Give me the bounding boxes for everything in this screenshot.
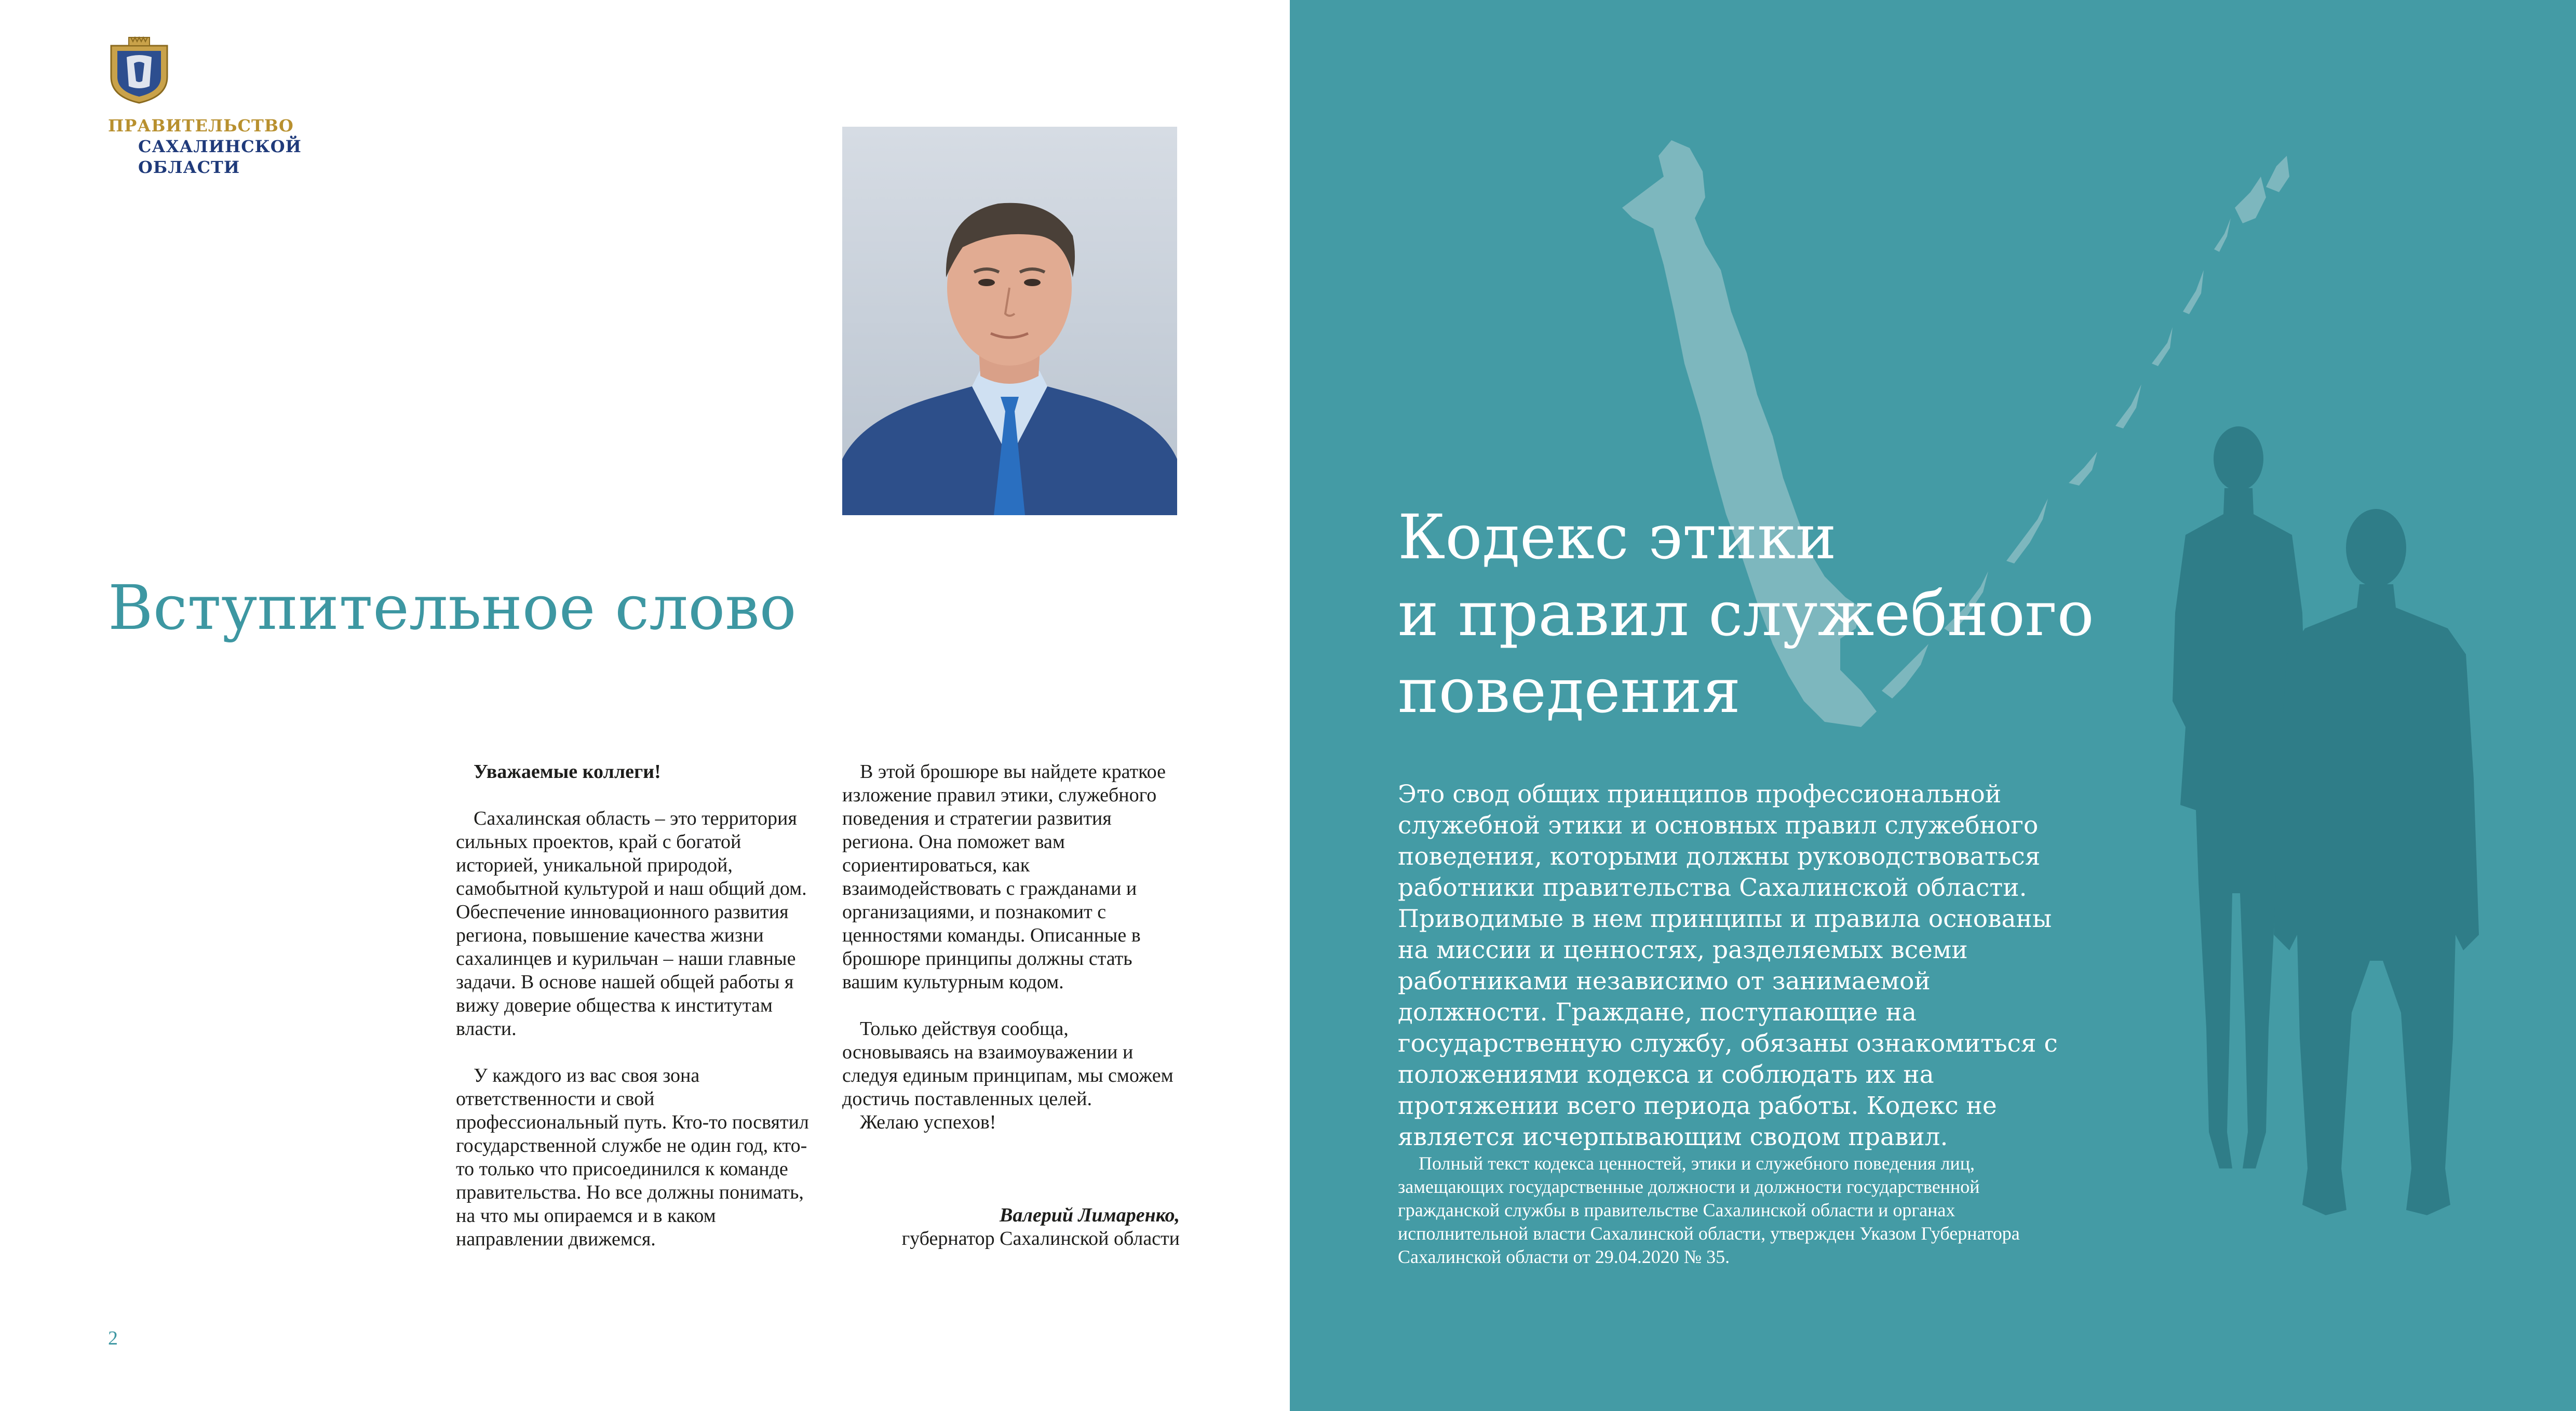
kuril-island-shape	[2183, 270, 2204, 314]
code-title-line: Кодекс этики	[1398, 501, 1837, 573]
signature	[842, 1204, 1180, 1251]
coat-of-arms-icon	[108, 36, 170, 105]
signature-name: Валерий Лимаренко,	[1000, 1204, 1180, 1226]
government-logo-text	[108, 115, 302, 178]
governor-portrait	[842, 127, 1177, 515]
kuril-island-shape	[2069, 452, 2097, 486]
code-footnote: Полный текст кодекса ценностей, этики и служебного поведения лиц, замещающих государственные должности и должности государственной гражданской службы в правительстве Сахалинской области и органах исполнительной власти Сахалинской области, утвержден Указом Губернатора Сахалинской области от 29.04.2020 № 35.	[1398, 1153, 2020, 1267]
code-title	[1398, 499, 2177, 729]
paragraph: В этой брошюре вы найдете краткое изложение правил этики, служебного поведения и стратегии развития региона. Она поможет вам сориентироваться, как взаимодействовать с гражданами и организациями, и познакомит с ценностями команды. Описанные в брошюре принципы должны стать вашим культурным кодом.	[842, 761, 1166, 993]
letter-column-2	[842, 760, 1180, 1158]
kuril-island-shape	[2214, 218, 2231, 252]
kuril-island-shape	[2152, 327, 2173, 366]
closing-line: Желаю успехов!	[860, 1111, 996, 1133]
intro-title: Вступительное слово	[108, 572, 797, 643]
greeting: Уважаемые коллеги!	[474, 761, 661, 783]
code-title-line: и правил служебного	[1398, 578, 2094, 650]
paragraph: Сахалинская область – это территория сильных проектов, край с богатой историей, уникальной природой, самобытной культурой и наш общий дом. Обеспечение инновационного развития региона, повышение качества жизни сахалинцев и курильчан – наши главные задачи. В основе нашей общей работы я вижу доверие общества к институтам власти.	[456, 808, 807, 1040]
page-number: 2	[108, 1327, 118, 1349]
code-title-line: поведения	[1398, 655, 1741, 727]
man-silhouette	[2274, 509, 2479, 1215]
paragraph: Только действуя сообща, основываясь на взаимоуважении и следуя единым принципам, мы сможем достичь поставленных целей.	[842, 1018, 1174, 1110]
kuril-island-shape	[2266, 156, 2289, 192]
logo-line-3: ОБЛАСТИ	[138, 157, 240, 177]
kuril-island-shape	[2235, 177, 2266, 223]
logo-line-2: САХАЛИНСКОЙ	[138, 137, 302, 156]
letter-column-1	[456, 760, 819, 1274]
code-description: Это свод общих принципов профессиональной служебной этики и основных правил служебного поведения, которыми должны руководствоваться работники правительства Сахалинской области. Приводимые в нем принципы и правила основаны на миссии и ценностях, разделяемых всеми работниками независимо от занимаемой должности. Граждане, поступающие на государственную службу, обязаны ознакомиться с положениями кодекса и соблюдать их на протяжении всего периода работы. Кодекс не является исчерпывающим сводом правил.	[1398, 780, 2058, 1151]
logo-line-1: ПРАВИТЕЛЬСТВО	[108, 116, 294, 136]
kuril-island-shape	[2115, 384, 2141, 428]
right-page	[1290, 0, 2576, 1411]
signature-role: губернатор Сахалинской области	[901, 1228, 1180, 1249]
paragraph: У каждого из вас своя зона ответственности и свой профессиональный путь. Кто-то посвятил государственной службе не один год, кто-то только что присоединился к команде правительства. Но все должны понимать, на что мы опираемся и в каком направлении движемся.	[456, 1065, 809, 1250]
